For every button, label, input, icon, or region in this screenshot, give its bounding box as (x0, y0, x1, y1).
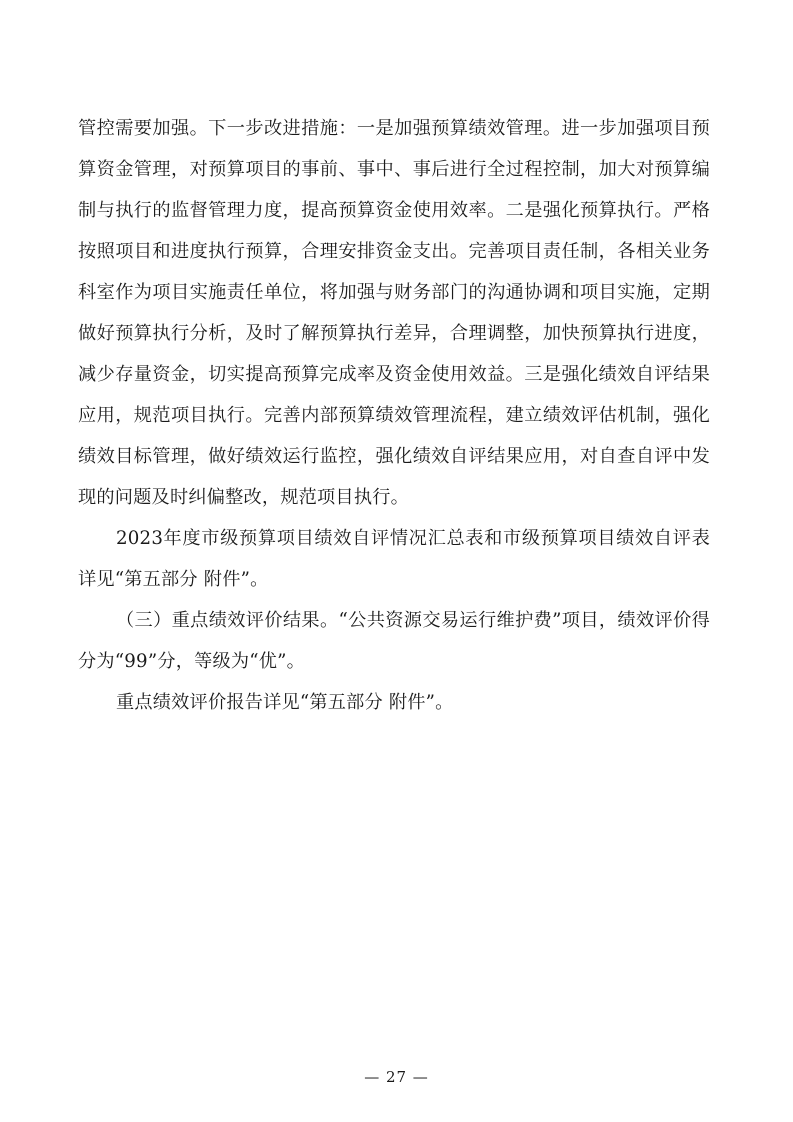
paragraph-4: 重点绩效评价报告详见“第五部分 附件”。 (116, 692, 454, 713)
paragraph-1: 管控需要加强。下一步改进措施：一是加强预算绩效管理。进一步加强项目预算资金管理，对预算项目的事前、事中、事后进行全过程控制，加大对预算编制与执行的监督管理力度，提高预算资金使用效率。二是强化预算执行。严格按照项目和进度执行预算，合理安排资金支出。完善项目责任制，各相关业务科室作为项目实施责任单位，将加强与财务部门的沟通协调和项目实施，定期做好预算执行分析，及时了解预算执行差异，合理调整，加快预算执行进度，减少存量资金，切实提高预算完成率及资金使用效益。三是强化绩效自评结果应用，规范项目执行。完善内部预算绩效管理流程，建立绩效评估机制，强化绩效目标管理，做好绩效运行监控，强化绩效自评结果应用，对自查自评中发现的问题及时纠偏整改，规范项目执行。 (78, 118, 710, 508)
page-number: — 27 — (364, 1068, 429, 1086)
paragraph-2: 2023年度市级预算项目绩效自评情况汇总表和市级预算项目绩效自评表详见“第五部分 附件”。 (78, 528, 710, 590)
document-body (78, 108, 710, 723)
paragraph-3: （三）重点绩效评价结果。“公共资源交易运行维护费”项目，绩效评价得分为“99”分，等级为“优”。 (78, 610, 710, 672)
